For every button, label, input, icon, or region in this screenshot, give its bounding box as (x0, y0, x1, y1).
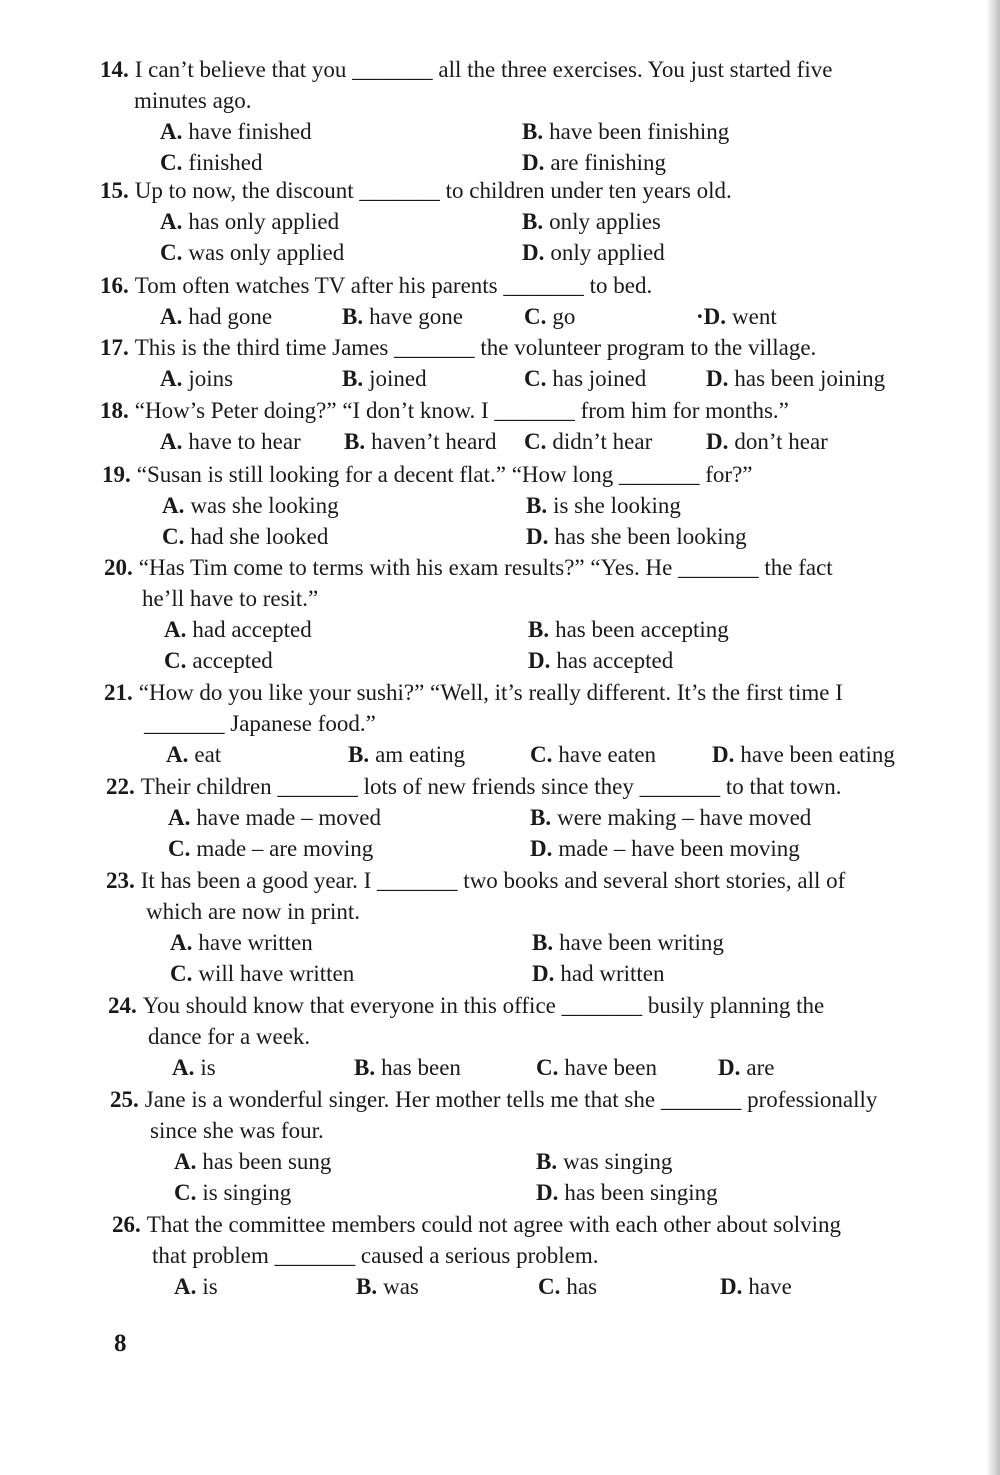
option-d: D. are (718, 1055, 775, 1080)
stem-text: That the committee members could not agree with each other about solving (146, 1212, 842, 1237)
question-21 (104, 677, 895, 770)
question-stem (104, 677, 843, 708)
question-24 (108, 990, 824, 1083)
question-stem (108, 990, 824, 1021)
question-number: 22. (106, 774, 135, 799)
options-row (100, 116, 832, 147)
option-c: C. made – are moving (168, 836, 374, 861)
question-stem (110, 1084, 877, 1115)
stem-text: I can’t believe that you _______ all the three exercises. You just started five (134, 57, 833, 82)
question-14 (100, 54, 832, 178)
stem-text: “How do you like your sushi?” “Well, it’s really different. It’s the first time I (138, 680, 843, 705)
options-row (104, 645, 833, 676)
option-b: B. is she looking (526, 493, 681, 518)
question-stem (100, 270, 652, 301)
option-c: C. will have written (170, 961, 355, 986)
question-number: 19. (102, 462, 131, 487)
stem-continuation: he’ll have to resit.” (142, 586, 319, 611)
option-d: D. don’t hear (706, 429, 828, 454)
option-b: B. has been (354, 1055, 461, 1080)
question-number: 14. (100, 57, 129, 82)
option-c: C. accepted (164, 648, 273, 673)
option-a: A. is (172, 1055, 216, 1080)
question-number: 15. (100, 178, 129, 203)
stem-continuation: that problem _______ caused a serious problem. (152, 1243, 599, 1268)
stem-text: Tom often watches TV after his parents _______ to bed. (134, 273, 653, 298)
option-c: C. has (538, 1274, 598, 1299)
option-a: A. eat (166, 742, 222, 767)
question-23 (106, 865, 845, 989)
option-d: D. made – have been moving (530, 836, 800, 861)
question-20 (104, 552, 833, 676)
option-c: C. have eaten (530, 742, 657, 767)
option-b: B. have been finishing (522, 119, 730, 144)
question-stem (100, 332, 816, 363)
options-row (102, 490, 753, 521)
option-d: D. has been joining (706, 366, 886, 391)
option-a: A. has only applied (160, 209, 340, 234)
page-number: 8 (114, 1330, 127, 1357)
option-d: D. has she been looking (526, 524, 747, 549)
options-row (106, 802, 841, 833)
question-stem (100, 54, 832, 85)
question-15 (100, 175, 732, 268)
question-19 (102, 459, 753, 552)
option-a: A. is (174, 1274, 218, 1299)
option-b: B. was (356, 1274, 419, 1299)
option-b: B. has been accepting (528, 617, 729, 642)
stem-text: “Has Tim come to terms with his exam results?” “Yes. He _______ the fact (138, 555, 833, 580)
stem-continuation: dance for a week. (148, 1024, 311, 1049)
option-c: C. is singing (174, 1180, 292, 1205)
option-c: C. was only applied (160, 240, 345, 265)
stem-text: “How’s Peter doing?” “I don’t know. I _______ from him for months.” (134, 398, 789, 423)
stem-text: Up to now, the discount _______ to children under ten years old. (134, 178, 732, 203)
options-row (104, 739, 895, 770)
option-b: B. only applies (522, 209, 661, 234)
options-row (106, 958, 845, 989)
option-a: A. have written (170, 930, 313, 955)
option-a: A. had gone (160, 304, 273, 329)
option-c: C. go (524, 304, 576, 329)
question-26 (112, 1209, 841, 1302)
question-25 (110, 1084, 877, 1208)
stem-text: It has been a good year. I _______ two books and several short stories, all of (140, 868, 846, 893)
option-c: C. had she looked (162, 524, 329, 549)
question-number: 18. (100, 398, 129, 423)
question-stem (112, 1209, 841, 1240)
options-row (100, 206, 732, 237)
options-row (110, 1177, 877, 1208)
option-b: B. was singing (536, 1149, 673, 1174)
options-row (108, 1052, 824, 1083)
question-stem (104, 552, 833, 583)
option-a: A. have to hear (160, 429, 301, 454)
option-b: B. have been writing (532, 930, 724, 955)
question-stem (100, 395, 789, 426)
stem-text: Jane is a wonderful singer. Her mother tells me that she _______ professionally (144, 1087, 878, 1112)
option-b: B. am eating (348, 742, 466, 767)
option-b: B. haven’t heard (344, 429, 497, 454)
option-a: A. have finished (160, 119, 312, 144)
options-row (100, 301, 777, 332)
option-a: A. have made – moved (168, 805, 381, 830)
question-number: 16. (100, 273, 129, 298)
option-c: C. have been (536, 1055, 657, 1080)
question-18 (100, 395, 828, 457)
question-17 (100, 332, 886, 394)
question-stem (102, 459, 753, 490)
option-d: D. has accepted (528, 648, 674, 673)
stem-continuation: minutes ago. (134, 88, 252, 113)
option-a: A. was she looking (162, 493, 339, 518)
option-c: C. finished (160, 150, 263, 175)
options-row (110, 1146, 877, 1177)
question-stem (100, 175, 732, 206)
question-number: 26. (112, 1212, 141, 1237)
option-d: ·D. went (696, 304, 777, 329)
question-16 (100, 270, 777, 332)
option-d: D. have (720, 1274, 792, 1299)
option-c: C. didn’t hear (524, 429, 653, 454)
question-22 (106, 771, 841, 864)
stem-continuation: _______ Japanese food.” (144, 711, 376, 736)
option-b: B. joined (342, 366, 427, 391)
option-a: A. joins (160, 366, 234, 391)
question-stem (106, 771, 841, 802)
options-row (100, 426, 828, 457)
question-number: 24. (108, 993, 137, 1018)
stem-continuation: since she was four. (150, 1118, 324, 1143)
option-d: D. only applied (522, 240, 665, 265)
option-d: D. have been eating (712, 742, 895, 767)
scanned-page-edge (986, 0, 1000, 1475)
question-stem (106, 865, 845, 896)
question-number: 17. (100, 335, 129, 360)
option-c: C. has joined (524, 366, 647, 391)
option-d: D. has been singing (536, 1180, 718, 1205)
options-row (100, 237, 732, 268)
option-a: A. had accepted (164, 617, 312, 642)
option-b: B. have gone (342, 304, 463, 329)
options-row (106, 927, 845, 958)
stem-continuation: which are now in print. (146, 899, 360, 924)
options-row (100, 147, 832, 178)
option-b: B. were making – have moved (530, 805, 812, 830)
options-row (102, 521, 753, 552)
options-row (100, 363, 886, 394)
question-number: 21. (104, 680, 133, 705)
option-d: D. are finishing (522, 150, 666, 175)
option-d: D. had written (532, 961, 665, 986)
stem-text: This is the third time James _______ the volunteer program to the village. (134, 335, 817, 360)
stem-text: “Susan is still looking for a decent flat.” “How long _______ for?” (136, 462, 753, 487)
options-row (106, 833, 841, 864)
question-number: 25. (110, 1087, 139, 1112)
question-number: 23. (106, 868, 135, 893)
stem-text: You should know that everyone in this office _______ busily planning the (142, 993, 825, 1018)
option-a: A. has been sung (174, 1149, 332, 1174)
options-row (112, 1271, 841, 1302)
options-row (104, 614, 833, 645)
stem-text: Their children _______ lots of new friends since they _______ to that town. (140, 774, 842, 799)
question-number: 20. (104, 555, 133, 580)
